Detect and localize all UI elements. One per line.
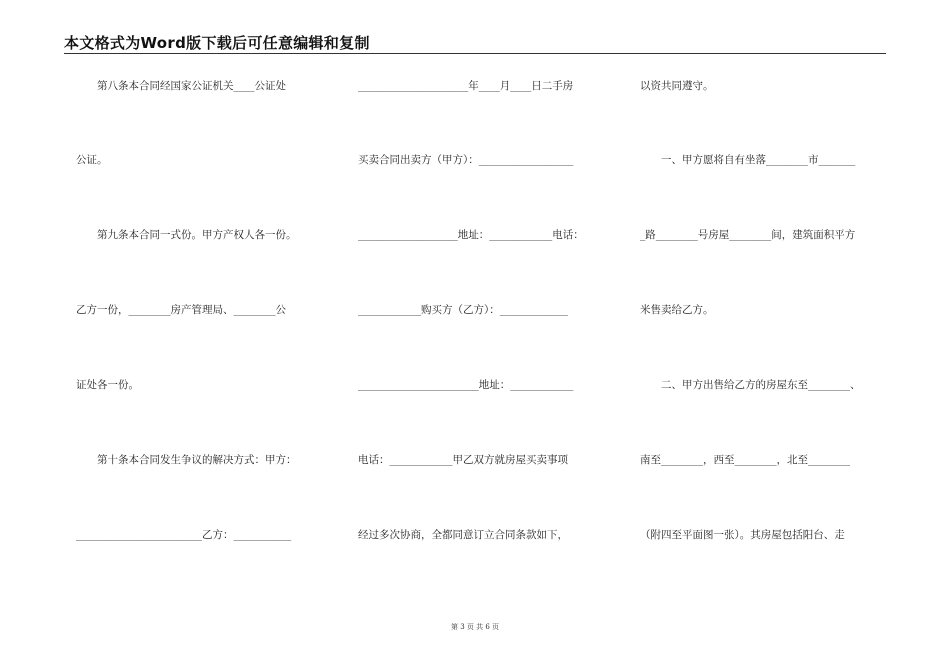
text-line: ________________________乙方：___________ — [76, 529, 292, 541]
text-line: _____________________年____月____日二手房 — [358, 80, 574, 92]
text-line: 证处各一份。 — [76, 379, 139, 391]
text-line: 以资共同遵守。 — [640, 80, 714, 92]
text-line: ___________________地址：____________电话： — [358, 229, 584, 241]
text-line: _路________号房屋________间，建筑面积平方 — [640, 229, 856, 241]
text-line: 经过多次协商，全都同意订立合同条款如下， — [358, 529, 568, 541]
text-line: 南至________，西至________，北至________ — [640, 454, 850, 466]
text-column-2 — [358, 0, 610, 672]
text-line: 电话：____________甲乙双方就房屋买卖事项 — [358, 454, 568, 466]
text-line: 二、甲方出售给乙方的房屋东至________、 — [640, 379, 861, 391]
text-line: 一、甲方愿将自有坐落________市_______ — [640, 154, 856, 166]
text-line: ____________购买方（乙方）：_____________ — [358, 304, 568, 316]
text-line: 第九条本合同一式份。甲方产权人各一份。 — [76, 229, 297, 241]
text-line: 第八条本合同经国家公证机关____公证处 — [76, 80, 286, 92]
text-column-3 — [640, 0, 886, 672]
text-line: 乙方一份，________房产管理局、________公 — [76, 304, 286, 316]
text-line: _______________________地址：____________ — [358, 379, 574, 391]
header-title: 本文格式为Word版下载后可任意编辑和复制 — [64, 34, 370, 52]
page-number: 第 3 页 共 6 页 — [450, 623, 500, 631]
text-line: 买卖合同出卖方（甲方）：__________________ — [358, 154, 574, 166]
text-line: （附四至平面图一张）。其房屋包括阳台、走 — [640, 529, 845, 541]
text-line: 第十条本合同发生争议的解决方式：甲方： — [76, 454, 297, 466]
text-line: 公证。 — [76, 154, 108, 166]
text-line: 米售卖给乙方。 — [640, 304, 714, 316]
text-column-1 — [76, 0, 328, 672]
